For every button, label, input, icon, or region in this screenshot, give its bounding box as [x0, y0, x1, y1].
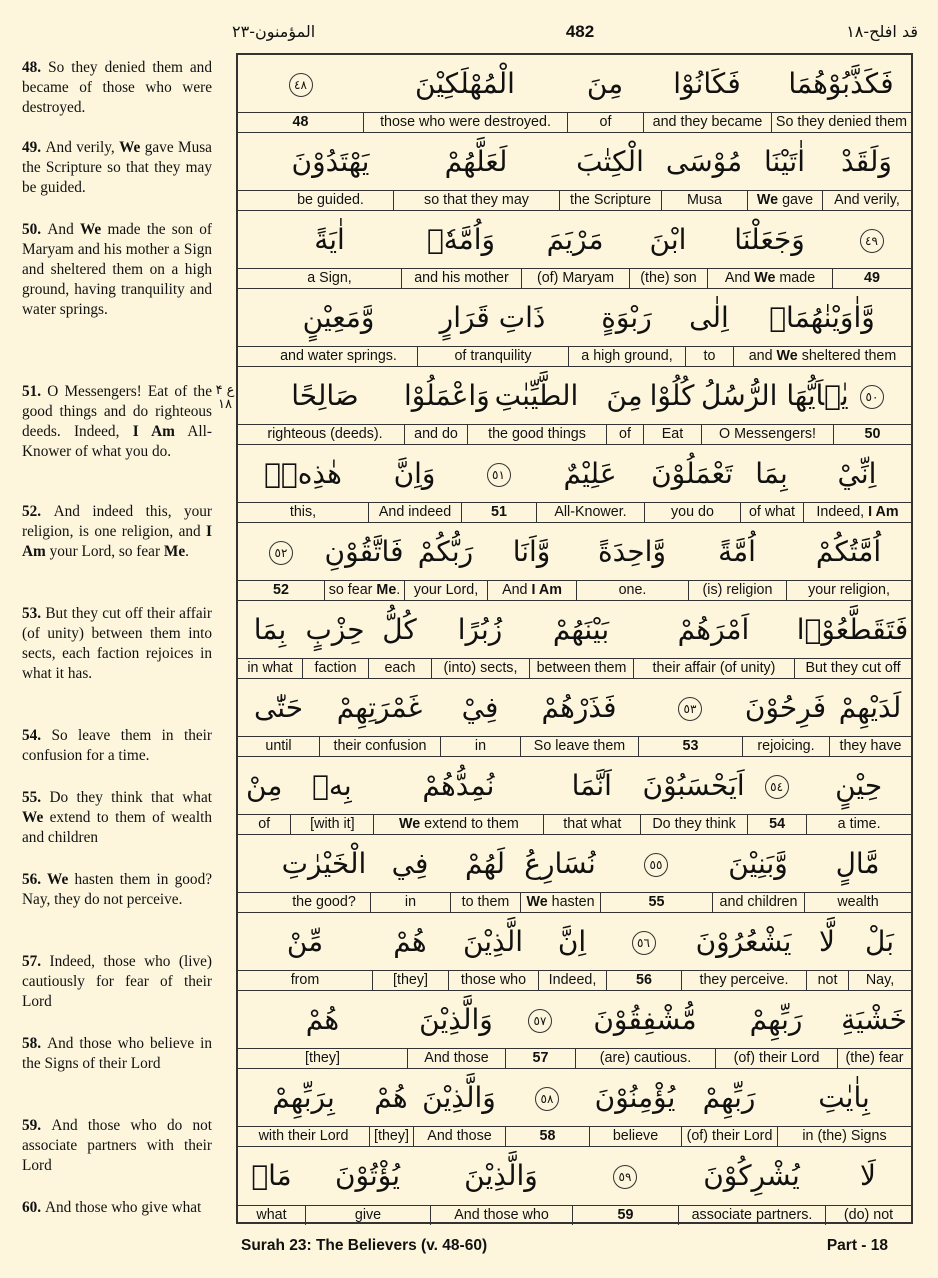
word-gloss: faction [302, 659, 368, 678]
verse-number: 48. [22, 59, 49, 76]
gloss-verse-number: 59 [572, 1206, 678, 1225]
arabic-word: وَالَّذِيْنَ [422, 1081, 496, 1114]
arabic-word: كُلُّ [382, 613, 417, 646]
word-gloss: O Messengers! [701, 425, 833, 444]
arabic-line [238, 601, 911, 659]
ayah-end-marker [238, 55, 363, 113]
ayah-end-marker [572, 1147, 678, 1205]
verse-text: And those who do not associate partners with their Lord [22, 1117, 212, 1174]
verse-text: And those who believe in the Signs of their Lord [22, 1035, 212, 1072]
arabic-word: فَتَقَطَّعُوْۤا [796, 613, 909, 646]
arabic-word: رَبْوَةٍ [601, 301, 652, 334]
footer-part: Part - 18 [826, 1237, 888, 1254]
gloss-verse-number: 55 [600, 893, 712, 912]
word-gloss: a time. [806, 815, 911, 834]
arabic-word: فَذَرْهُمْ [541, 691, 617, 724]
arabic-line [238, 991, 911, 1049]
ayah-end-marker [832, 211, 911, 269]
word-gloss: (is) religion [688, 581, 786, 600]
arabic-word: يُشْرِكُوْنَ [703, 1159, 800, 1192]
arabic-word: اٰتَيْنَا [763, 145, 805, 178]
ayah-circle-icon: ٥٠ [860, 385, 884, 409]
word-gloss: Eat [643, 425, 701, 444]
verse-translation [22, 502, 212, 562]
english-gloss-line [238, 892, 911, 912]
verse-text: And indeed this, your religion, is one religion, and I Am your Lord, so fear Me. [22, 503, 212, 560]
word-gloss: each [368, 659, 431, 678]
arabic-word: يٰۤاَيُّهَا الرُّسُلُ [701, 379, 849, 412]
ayah-circle-icon: ٥٨ [535, 1087, 559, 1111]
word-gloss: between them [529, 659, 633, 678]
word-row [238, 133, 911, 211]
arabic-line [238, 679, 911, 737]
arabic-word: بِاٰيٰتِ [818, 1081, 870, 1114]
word-gloss: so fear Me. [324, 581, 404, 600]
arabic-word: مَاۤ [251, 1159, 292, 1192]
word-row [238, 601, 911, 679]
word-row [238, 289, 911, 367]
word-gloss: they perceive. [681, 971, 806, 990]
verse-number: 53. [22, 605, 46, 622]
verse-number: 49. [22, 139, 46, 156]
gloss-verse-number: 56 [606, 971, 681, 990]
word-gloss: one. [576, 581, 688, 600]
arabic-word: مُّشْفِقُوْنَ [593, 1003, 697, 1036]
english-gloss-line [238, 814, 911, 834]
arabic-word: فَرِحُوْنَ [744, 691, 827, 724]
word-gloss: Indeed, [538, 971, 606, 990]
word-gloss: they have [829, 737, 911, 756]
arabic-word: اَنَّمَا [571, 769, 612, 802]
word-gloss: give [305, 1206, 430, 1225]
ayah-circle-icon: ٤٨ [289, 73, 313, 97]
ayah-circle-icon: ٥٧ [528, 1009, 552, 1033]
word-gloss: (the) fear [837, 1049, 911, 1068]
word-gloss: not [806, 971, 848, 990]
ayah-circle-icon: ٥٤ [765, 775, 789, 799]
word-row [238, 757, 911, 835]
word-gloss: the good things [467, 425, 606, 444]
word-gloss: this, [289, 504, 317, 520]
arabic-line [238, 1147, 911, 1205]
arabic-word: يُؤْتُوْنَ [334, 1159, 401, 1192]
word-gloss: in [370, 893, 450, 912]
word-gloss: [they] [372, 971, 448, 990]
arabic-word: اِلٰى [689, 301, 729, 334]
word-gloss: [they] [305, 1050, 340, 1066]
arabic-word: يُؤْمِنُوْنَ [594, 1081, 676, 1114]
word-gloss: [they] [369, 1127, 413, 1146]
arabic-word: وَاُمَّهٗۤ [426, 223, 496, 256]
word-row [238, 1147, 911, 1225]
word-gloss: be guided. [297, 192, 364, 208]
word-gloss: rejoicing. [742, 737, 829, 756]
word-gloss: their confusion [319, 737, 440, 756]
arabic-line [238, 757, 911, 815]
word-gloss: believe [589, 1127, 681, 1146]
word-gloss: to [685, 347, 733, 366]
english-gloss-line [238, 970, 911, 990]
word-gloss: your Lord, [404, 581, 487, 600]
arabic-word: ذَاتِ قَرَارٍ [439, 301, 546, 334]
arabic-word: رَبِّهِمْ [702, 1081, 756, 1114]
arabic-word: اٰيَةً [314, 223, 345, 256]
verse-text: And verily, We gave Musa the Scripture so that they may be guided. [22, 139, 212, 196]
english-gloss-line [238, 1126, 911, 1146]
header-part-name: قد افلح-۱۸ [846, 22, 918, 41]
arabic-word: وَّاٰوَيْنٰهُمَاۤ [769, 301, 875, 334]
arabic-word: لَدَيْهِمْ [838, 691, 902, 724]
word-gloss: that what [543, 815, 640, 834]
word-gloss: those who [448, 971, 538, 990]
arabic-word: خَشْيَةِ [841, 1003, 907, 1036]
arabic-word: فَكَانُوْا [673, 67, 741, 100]
word-gloss: you do [644, 503, 740, 522]
ayah-end-marker [833, 367, 911, 425]
word-row [238, 991, 911, 1069]
verse-text: So they denied them and became of those who were destroyed. [22, 59, 212, 116]
arabic-word: اُمَّتُكُمْ [815, 535, 882, 568]
word-gloss: until [265, 738, 292, 754]
word-gloss: We gave [747, 191, 822, 210]
word-gloss: of [258, 816, 271, 832]
verse-translation [22, 1034, 212, 1074]
arabic-word: الْكِتٰبَ [576, 145, 644, 178]
word-gloss: of [606, 425, 643, 444]
arabic-word: صَالِحًا [291, 379, 359, 412]
arabic-line [238, 289, 911, 347]
arabic-line [238, 523, 911, 581]
verse-number: 52. [22, 503, 54, 520]
word-row [238, 523, 911, 601]
arabic-word: مِنَ [606, 379, 643, 412]
english-gloss-line [238, 268, 911, 288]
gloss-verse-number: 51 [461, 503, 536, 522]
verse-text: Indeed, those who (live) cautiously for fear of their Lord [22, 953, 212, 1010]
gloss-verse-number: 54 [747, 815, 806, 834]
word-gloss: those who were destroyed. [363, 113, 567, 132]
arabic-word: هُمْ [374, 1081, 408, 1114]
word-gloss: the good? [292, 894, 356, 910]
word-gloss: So leave them [520, 737, 638, 756]
arabic-word: وَّاَنَا [512, 535, 551, 568]
word-gloss: And indeed [368, 503, 461, 522]
word-gloss: (the) son [629, 269, 707, 288]
word-gloss: wealth [804, 893, 911, 912]
verse-translation [22, 220, 212, 320]
arabic-word: هُمْ [305, 1003, 340, 1036]
word-row [238, 835, 911, 913]
verse-translation [22, 788, 212, 848]
english-gloss-line [238, 580, 911, 600]
arabic-word: مَّالٍ [835, 847, 880, 880]
verse-translation [22, 1116, 212, 1176]
word-gloss: associate partners. [678, 1206, 825, 1225]
arabic-word: يَهْتَدُوْنَ [291, 145, 370, 178]
arabic-word: وَاعْمَلُوْا [404, 379, 490, 412]
verse-number: 55. [22, 789, 50, 806]
arabic-word: فَاتَّقُوْنِ [324, 535, 404, 568]
ayah-end-marker [505, 991, 575, 1049]
word-gloss: from [290, 972, 320, 988]
arabic-word: عَلِيْمٌ [563, 457, 617, 490]
arabic-word: يَشْعُرُوْنَ [695, 925, 792, 958]
word-gloss: And those [407, 1049, 505, 1068]
word-by-word-grid [236, 53, 913, 1224]
word-gloss: a high ground, [568, 347, 685, 366]
arabic-word: مِنْ [246, 769, 283, 802]
arabic-word: بِرَبِّهِمْ [272, 1081, 335, 1114]
english-gloss-line [238, 736, 911, 756]
gloss-verse-number: 49 [832, 269, 911, 288]
ayah-end-marker [505, 1069, 589, 1127]
english-gloss-line [238, 346, 911, 366]
verse-number: 50. [22, 221, 48, 238]
ayah-end-marker [638, 679, 742, 737]
word-gloss: But they cut off [794, 659, 911, 678]
ayah-circle-icon: ٥١ [487, 463, 511, 487]
word-gloss: Indeed, I Am [803, 503, 911, 522]
arabic-word: وَالَّذِيْنَ [464, 1159, 538, 1192]
word-gloss: And those [413, 1127, 505, 1146]
arabic-line [238, 367, 911, 425]
arabic-word: تَعْمَلُوْنَ [651, 457, 733, 490]
word-gloss: of [567, 113, 643, 132]
word-gloss: We hasten [520, 893, 600, 912]
arabic-line [238, 835, 911, 893]
verse-translation [22, 382, 212, 462]
word-gloss: (of) Maryam [521, 269, 629, 288]
arabic-word: بِمَا [253, 613, 287, 646]
arabic-word: ابْنَ [649, 223, 687, 256]
arabic-word: نُمِدُّهُمْ [422, 769, 495, 802]
word-gloss: Nay, [848, 971, 911, 990]
word-row [238, 55, 911, 133]
arabic-word: مِّنْ [286, 925, 324, 958]
arabic-word: وَالَّذِيْنَ [419, 1003, 493, 1036]
word-gloss: and his mother [401, 269, 521, 288]
arabic-word: حِيْنٍ [835, 769, 883, 802]
word-gloss: So they denied them [771, 113, 911, 132]
ayah-end-marker [747, 757, 806, 815]
ayah-end-marker [600, 835, 712, 893]
header-surah-name: المؤمنون-۲۳ [232, 22, 316, 41]
arabic-word: الْمُهْلَكِيْنَ [415, 67, 515, 100]
word-gloss: so that they may [393, 191, 559, 210]
arabic-word: هٰذِهٖۤ [264, 457, 342, 490]
word-gloss: and We sheltered them [733, 347, 911, 366]
arabic-word: رَبُّكُمْ [417, 535, 474, 568]
ayah-circle-icon: ٤٩ [860, 229, 884, 253]
arabic-word: حَتّٰى [253, 691, 304, 724]
word-gloss: And We made [707, 269, 832, 288]
word-gloss: and do [404, 425, 467, 444]
arabic-word: بَيْنَهُمْ [552, 613, 610, 646]
verse-text: And those who give what [44, 1199, 202, 1216]
word-gloss: and children [712, 893, 804, 912]
arabic-word: هُمْ [393, 925, 427, 958]
word-gloss: All-Knower. [536, 503, 644, 522]
gloss-verse-number: 57 [505, 1049, 575, 1068]
verse-number: 51. [22, 383, 48, 400]
arabic-word: مُوْسَى [665, 145, 743, 178]
arabic-word: اِنَّ [557, 925, 587, 958]
arabic-word: اِنِّيْ [837, 457, 877, 490]
arabic-word: فِي [391, 847, 429, 880]
verse-number: 56. [22, 871, 48, 888]
ayah-end-marker [606, 913, 681, 971]
gloss-verse-number: 58 [505, 1127, 589, 1146]
ayah-circle-icon: ٥٥ [644, 853, 668, 877]
word-gloss: of tranquility [417, 347, 568, 366]
arabic-word: اُمَّةً [718, 535, 756, 568]
verse-text: But they cut off their affair (of unity) between them into sects, each faction rejoices in what it has. [22, 605, 212, 682]
verse-number: 57. [22, 953, 50, 970]
arabic-word: اَيَحْسَبُوْنَ [642, 769, 745, 802]
arabic-word: الطَّيِّبٰتِ [494, 379, 579, 412]
arabic-word: لَّا [819, 925, 835, 958]
english-gloss-line [238, 424, 911, 444]
ayah-circle-icon: ٥٦ [632, 931, 656, 955]
arabic-line [238, 211, 911, 269]
word-gloss: in (the) Signs [777, 1127, 911, 1146]
english-gloss-line [238, 1048, 911, 1068]
arabic-word: اَمْرَهُمْ [677, 613, 750, 646]
verse-number: 58. [22, 1035, 48, 1052]
verse-number: 59. [22, 1117, 52, 1134]
arabic-word: مِنَ [586, 67, 624, 100]
arabic-word: حِزْبٍ [305, 613, 365, 646]
verse-text: And We made the son of Maryam and his mother a Sign and sheltered them on a high ground, having tranquility and water springs. [22, 221, 212, 318]
word-gloss: (of) their Lord [681, 1127, 777, 1146]
arabic-word: لَعَلَّهُمْ [444, 145, 508, 178]
english-gloss-line [238, 112, 911, 132]
word-gloss: And those who [430, 1206, 572, 1225]
word-gloss: And verily, [822, 191, 911, 210]
word-row [238, 913, 911, 991]
word-gloss: what [256, 1207, 287, 1223]
word-gloss: (into) sects, [431, 659, 529, 678]
ayah-end-marker [461, 445, 536, 503]
arabic-word: غَمْرَتِهِمْ [336, 691, 423, 724]
arabic-word: وَّمَعِيْنٍ [302, 301, 375, 334]
word-gloss: Do they think [640, 815, 747, 834]
footer-surah-title: Surah 23: The Believers (v. 48-60) [241, 1237, 488, 1254]
english-gloss-line [238, 502, 911, 522]
ayah-circle-icon: ٥٢ [269, 541, 293, 565]
arabic-word: لَا [860, 1159, 876, 1192]
arabic-word: مَرْيَمَ [546, 223, 604, 256]
arabic-word: كُلُوْا [649, 379, 695, 412]
arabic-word: الَّذِيْنَ [462, 925, 524, 958]
rukuh-mark: ع ۴ ۱۸ [215, 383, 235, 412]
word-gloss: And I Am [487, 581, 576, 600]
arabic-line [238, 133, 911, 191]
arabic-word: بِمَا [755, 457, 788, 490]
ayah-circle-icon: ٥٩ [613, 1165, 637, 1189]
word-gloss: their affair (of unity) [633, 659, 794, 678]
arabic-word: نُسَارِعُ [524, 847, 596, 880]
verse-translation [22, 870, 212, 910]
word-gloss: a Sign, [307, 270, 352, 286]
arabic-word: فِيْ [461, 691, 499, 724]
word-gloss: righteous (deeds). [267, 426, 383, 442]
gloss-verse-number: 48 [292, 114, 309, 130]
ayah-end-marker [238, 523, 324, 581]
word-gloss: and water springs. [280, 348, 397, 364]
word-gloss: your religion, [786, 581, 911, 600]
verse-translation [22, 58, 212, 118]
verse-text: We hasten them in good? Nay, they do not perceive. [22, 871, 213, 908]
arabic-word: وَاِنَّ [393, 457, 436, 490]
verse-text: Do they think that what We extend to them of wealth and children [22, 789, 212, 846]
word-gloss: in [440, 737, 520, 756]
word-gloss: We extend to them [373, 815, 543, 834]
english-gloss-line [238, 1205, 911, 1225]
arabic-word: رَبِّهِمْ [749, 1003, 803, 1036]
word-gloss: (are) cautious. [575, 1049, 715, 1068]
word-gloss: the Scripture [559, 191, 661, 210]
ayah-circle-icon: ٥٣ [678, 697, 702, 721]
verse-translation [22, 138, 212, 198]
word-gloss: [with it] [290, 815, 373, 834]
verse-translation [22, 952, 212, 1012]
word-row [238, 445, 911, 523]
word-gloss: Musa [661, 191, 747, 210]
arabic-word: وَّاحِدَةً [598, 535, 666, 568]
arabic-word: وَّبَنِيْنَ [728, 847, 788, 880]
verse-number: 60. [22, 1199, 45, 1216]
word-gloss: (of) their Lord [715, 1049, 837, 1068]
arabic-word: فَكَذَّبُوْهُمَا [788, 67, 894, 100]
gloss-verse-number: 53 [638, 737, 742, 756]
verse-translation [22, 604, 212, 684]
arabic-word: لَهُمْ [464, 847, 506, 880]
verse-number: 54. [22, 727, 52, 744]
arabic-line [238, 445, 911, 503]
word-gloss: in what [247, 660, 293, 676]
english-gloss-line [238, 658, 911, 678]
gloss-verse-number: 52 [273, 582, 289, 598]
arabic-line [238, 1069, 911, 1127]
word-gloss: with their Lord [258, 1128, 349, 1144]
arabic-word: الْخَيْرٰتِ [281, 847, 367, 880]
word-gloss: (do) not [825, 1206, 911, 1225]
verse-translation [22, 1198, 212, 1218]
arabic-word: بَلْ [865, 925, 894, 958]
word-row [238, 211, 911, 289]
arabic-word: وَلَقَدْ [841, 145, 892, 178]
verse-translation [22, 726, 212, 766]
verse-text: So leave them in their confusion for a time. [22, 727, 212, 764]
verse-text: O Messengers! Eat of the good things and do righteous deeds. Indeed, I Am All-Knower of what you do. [22, 383, 212, 460]
gloss-verse-number: 50 [833, 425, 911, 444]
word-row [238, 679, 911, 757]
word-gloss: and they became [643, 113, 771, 132]
word-gloss: to them [450, 893, 520, 912]
word-row [238, 367, 911, 445]
arabic-word: بِهٖ [312, 769, 352, 802]
arabic-word: زُبُرًا [457, 613, 503, 646]
arabic-line [238, 55, 911, 113]
word-gloss: of what [740, 503, 803, 522]
word-row [238, 1069, 911, 1147]
english-gloss-line [238, 190, 911, 210]
arabic-word: وَجَعَلْنَا [734, 223, 805, 256]
arabic-line [238, 913, 911, 971]
page-number: 482 [565, 22, 595, 41]
